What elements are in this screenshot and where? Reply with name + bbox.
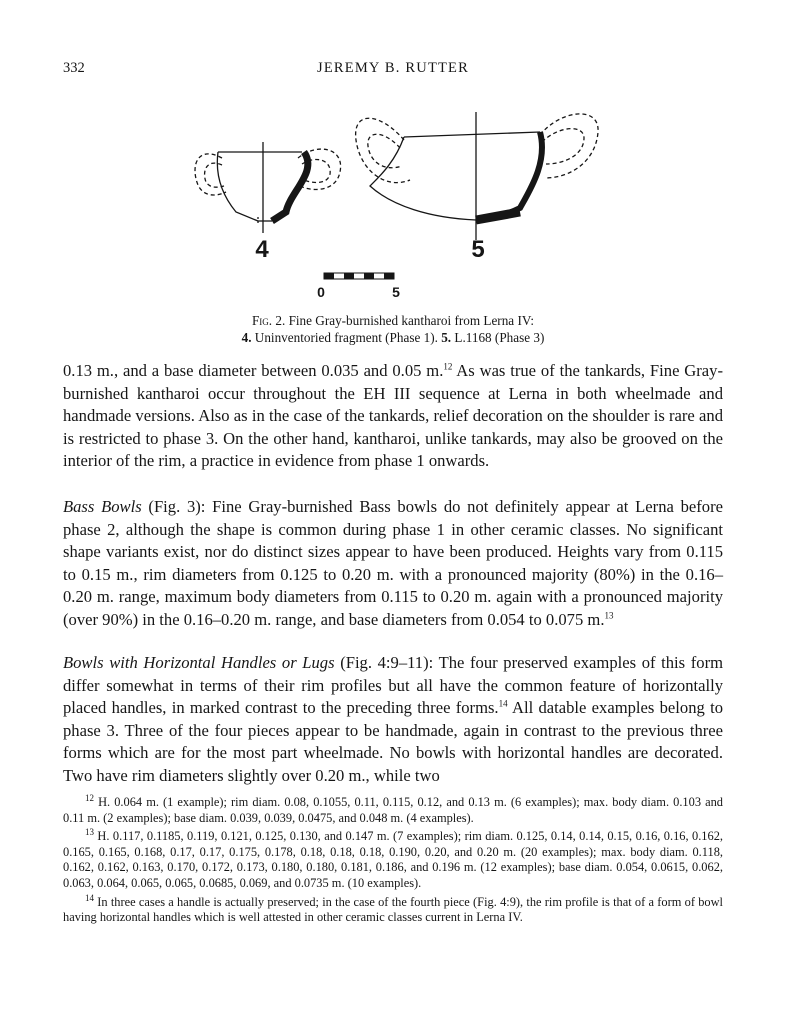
footnote-number: 12 (85, 792, 94, 803)
caption-fig-label: Fig. 2. (251, 313, 286, 328)
footnote-text: H. 0.117, 0.1185, 0.119, 0.121, 0.125, 0.130, and 0.147 m. (7 examples); rim diam. 0.125, 0.14, 0.14, 0.15, 0.16, 0.16, 0.162, 0.165, 0.165, 0.168, 0.17, 0.17, 0.175, 0.178, 0.18, 0.18, 0.18, 0.190, 0.20, and 0.20 m. (20 examples); max. body diam. 0.118, 0.162, 0.162, 0.163, 0.170, 0.172, 0.173, 0.180, 0.180, 0.181, 0.186, and 0.196 m. (12 examples); base diam. 0.054, 0.0615, 0.062, 0.063, 0.064, 0.065, 0.065, 0.0685, 0.069, and 0.0735 m. (10 examples). (63, 829, 723, 890)
caption-line-2 (100, 329, 686, 346)
paragraph-text: (Fig. 4:9–11): The four preserved examples of this form differ somewhat in terms of their rim profiles but all have the common feature of horizontally placed handles, in marked contrast to the preceding three forms. (63, 653, 723, 718)
kantharoi-figure (0, 100, 786, 300)
footnote-number: 13 (85, 827, 94, 838)
figure-caption (100, 312, 686, 346)
scale-label-5: 5 (392, 284, 400, 300)
paragraph-text: (Fig. 3): Fine Gray-burnished Bass bowls do not definitely appear at Lerna before phase 2, although the shape is common during phase 1 in other ceramic classes. No significant shape variants exist, nor do distinct sizes appear to have been produced. Heights vary from 0.115 to 0.15 m., rim diameters from 0.125 to 0.20 m. with a pronounced majority (80%) in the 0.16–0.20 m. range, maximum body diameters from 0.115 to 0.20 m. again with a pronounced majority (over 90%) in the 0.16–0.20 m. range, and base diameters from 0.054 to 0.075 m. (63, 497, 723, 629)
page-number: 332 (63, 60, 85, 76)
figure-label-5: 5 (471, 236, 485, 263)
kantharos-4-drawing (195, 142, 341, 233)
footnote-number: 14 (85, 892, 94, 903)
footnote-ref-12[interactable]: 12 (443, 361, 453, 372)
footnote-12 (63, 792, 723, 826)
footnote-14 (63, 892, 723, 926)
page-header (63, 60, 723, 80)
caption-line-1 (100, 312, 686, 329)
caption-item-5: 5. (441, 330, 452, 345)
caption-item-5-text: L.1168 (Phase 3) (451, 330, 545, 345)
kantharos-5-drawing (356, 112, 598, 240)
figure-label-4: 4 (255, 236, 269, 263)
footnotes (63, 792, 723, 929)
caption-item-4-text: Uninventoried fragment (Phase 1). (251, 330, 442, 345)
footnote-ref-14[interactable]: 14 (498, 698, 508, 709)
footnote-13 (63, 829, 723, 891)
caption-item-4: 4. (241, 330, 252, 345)
paragraph-text: As was true of the tankards, Fine Gray-burnished kantharoi occur throughout the EH III sequence at Lerna in both wheelmade and handmade versions. Also as in the case of the tankards, relief decoration on the shoulder is rare and is restricted to phase 3. On the other hand, kantharoi, unlike tankards, may also be grooved on the interior of the rim, a practice in evidence from phase 1 onwards. (63, 361, 723, 471)
caption-title: Fine Gray-burnished kantharoi from Lerna IV: (285, 313, 535, 328)
footnote-ref-13[interactable]: 13 (604, 610, 614, 621)
paragraph-bass-bowls (63, 496, 723, 632)
scale-label-0: 0 (317, 284, 325, 300)
section-heading-bass-bowls: Bass Bowls (63, 497, 142, 516)
section-heading-horizontal-handles: Bowls with Horizontal Handles or Lugs (63, 653, 335, 672)
paragraph-horizontal-handles (63, 652, 723, 788)
scale-bar (324, 273, 394, 279)
paragraph-text: 0.13 m., and a base diameter between 0.035 and 0.05 m. (63, 361, 444, 380)
footnote-text: H. 0.064 m. (1 example); rim diam. 0.08, 0.1055, 0.11, 0.115, 0.12, and 0.13 m. (6 examples); max. body diam. 0.103 and 0.11 m. (2 examples); base diam. 0.039, 0.039, 0.0475, and 0.048 m. (4 examples). (63, 795, 723, 825)
running-head: JEREMY B. RUTTER (317, 60, 469, 76)
footnote-text: In three cases a handle is actually preserved; in the case of the fourth piece (Fig. 4:9), the rim profile is that of a form of bowl having horizontal handles which is well attested in other ceramic classes current in Lerna IV. (63, 894, 723, 925)
paragraph-text: All datable examples belong to phase 3. Three of the four pieces appear to be handmade, again in contrast to the previous three forms which are for the most part wheelmade. No bowls with horizontal handles are decorated. Two have rim diameters slightly over 0.20 m., while two (63, 698, 723, 785)
paragraph-kantharoi (63, 360, 723, 473)
